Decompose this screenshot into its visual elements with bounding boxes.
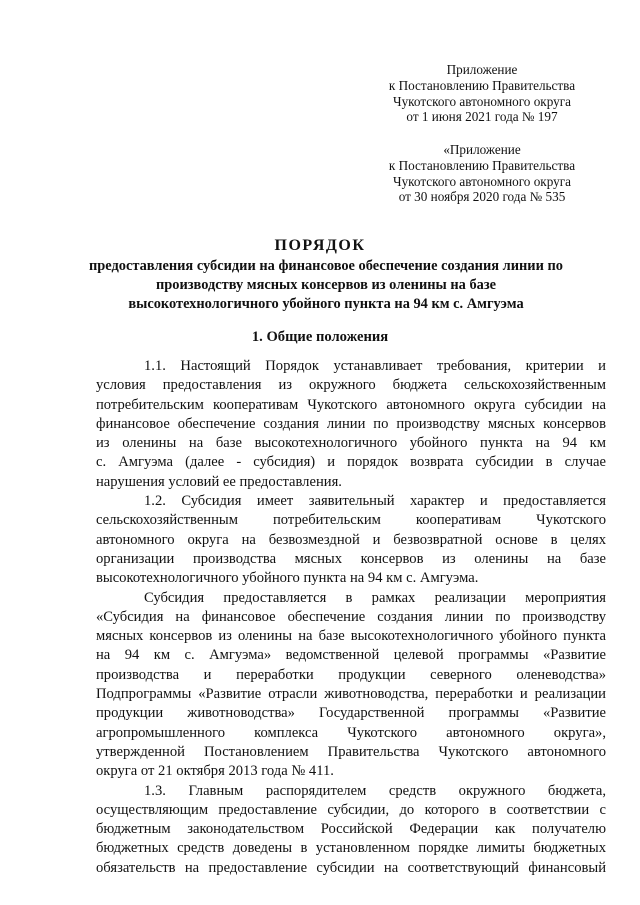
paragraph-line: осуществляющим предоставление субсидии, до которого в соответствии с <box>96 801 606 818</box>
paragraph-line: нарушения условий ее предоставления. <box>96 473 342 490</box>
paragraph-line: агропромышленного комплекса Чукотского автономного округа», <box>96 724 606 741</box>
document-body <box>96 357 606 878</box>
paragraph-line: высокотехнологичного убойного пункта на 94 км с. Амгуэма. <box>96 570 479 587</box>
paragraph-line: бюджетным законодательством Российской Федерации как получателю <box>96 821 606 838</box>
subtitle-line: производству мясных консервов из оленины на базе <box>155 277 497 293</box>
appendix-line: Чукотского автономного округа <box>393 173 571 189</box>
paragraph-line: бюджетных средств доведены в установленном порядке лимиты бюджетных <box>96 840 606 857</box>
paragraph-line: 1.2. Субсидия имеет заявительный характер и предоставляется <box>144 493 606 510</box>
subtitle-line: высокотехнологичного убойного пункта на 94 км с. Амгуэма <box>128 296 524 312</box>
paragraph-line: с. Амгуэма (далее - субсидия) и порядок возврата субсидии в случае <box>96 454 606 471</box>
paragraph-1-3 <box>96 782 606 878</box>
paragraph-line: автономного округа на безвозмездной и безвозвратной основе в целях <box>96 531 606 548</box>
paragraph-line: финансовое обеспечение создания линии по производству мясных консервов <box>96 415 606 432</box>
subtitle-line: предоставления субсидии на финансовое обеспечение создания линии по <box>89 258 563 274</box>
document-title: ПОРЯДОК <box>274 237 366 254</box>
paragraph-line: из оленины на базе высокотехнологичного убойного пункта на 94 км <box>96 435 606 452</box>
appendix-line: Чукотского автономного округа <box>393 93 571 109</box>
paragraph-line: сельскохозяйственным потребительским кооперативам Чукотского <box>96 512 606 529</box>
paragraph-line: мясных консервов из оленины на базе высокотехнологичного убойного пункта <box>96 628 606 645</box>
appendix-header-previous <box>352 142 612 205</box>
paragraph-line: Подпрограммы «Развитие отрасли животноводства, переработки и реализации <box>96 686 606 703</box>
paragraph-line: условия предоставления из окружного бюджета сельскохозяйственным <box>96 377 606 394</box>
paragraph-line: производства и переработки продукции северного оленеводства» <box>96 666 606 683</box>
paragraph-subsidy-program <box>96 589 606 782</box>
appendix-line: от 1 июня 2021 года № 197 <box>406 109 558 125</box>
paragraph-line: Субсидия предоставляется в рамках реализации мероприятия <box>144 589 606 606</box>
section-heading: 1. Общие положения <box>251 329 389 345</box>
appendix-line: к Постановлению Правительства <box>388 157 576 173</box>
appendix-line: к Постановлению Правительства <box>388 77 576 93</box>
paragraph-line: «Субсидия на финансовое обеспечение создания линии по производству <box>96 608 606 625</box>
document-subtitle <box>82 257 570 314</box>
appendix-line: от 30 ноября 2020 года № 535 <box>398 189 566 205</box>
paragraph-line: округа от 21 октября 2013 года № 411. <box>96 763 334 780</box>
paragraph-line: на 94 км с. Амгуэма» ведомственной целевой программы «Развитие <box>96 647 606 664</box>
paragraph-line: потребительским кооперативам Чукотского автономного округа субсидии на <box>96 396 606 413</box>
paragraph-line: утвержденной Постановлением Правительства Чукотского автономного <box>96 743 606 760</box>
appendix-line: Приложение <box>446 62 518 77</box>
paragraph-line: 1.1. Настоящий Порядок устанавливает требования, критерии и <box>144 358 606 374</box>
paragraph-line: 1.3. Главным распорядителем средств окружного бюджета, <box>144 782 606 799</box>
paragraph-1-1 <box>96 357 606 492</box>
appendix-line: «Приложение <box>443 142 521 157</box>
appendix-header-current <box>352 62 612 125</box>
paragraph-line: организации производства мясных консервов из оленины на базе <box>96 550 606 567</box>
paragraph-1-2 <box>96 492 606 588</box>
paragraph-line: обязательств на предоставление субсидии на соответствующий финансовый <box>96 859 606 876</box>
paragraph-line: продукции животноводства» Государственной программы «Развитие <box>96 705 606 722</box>
